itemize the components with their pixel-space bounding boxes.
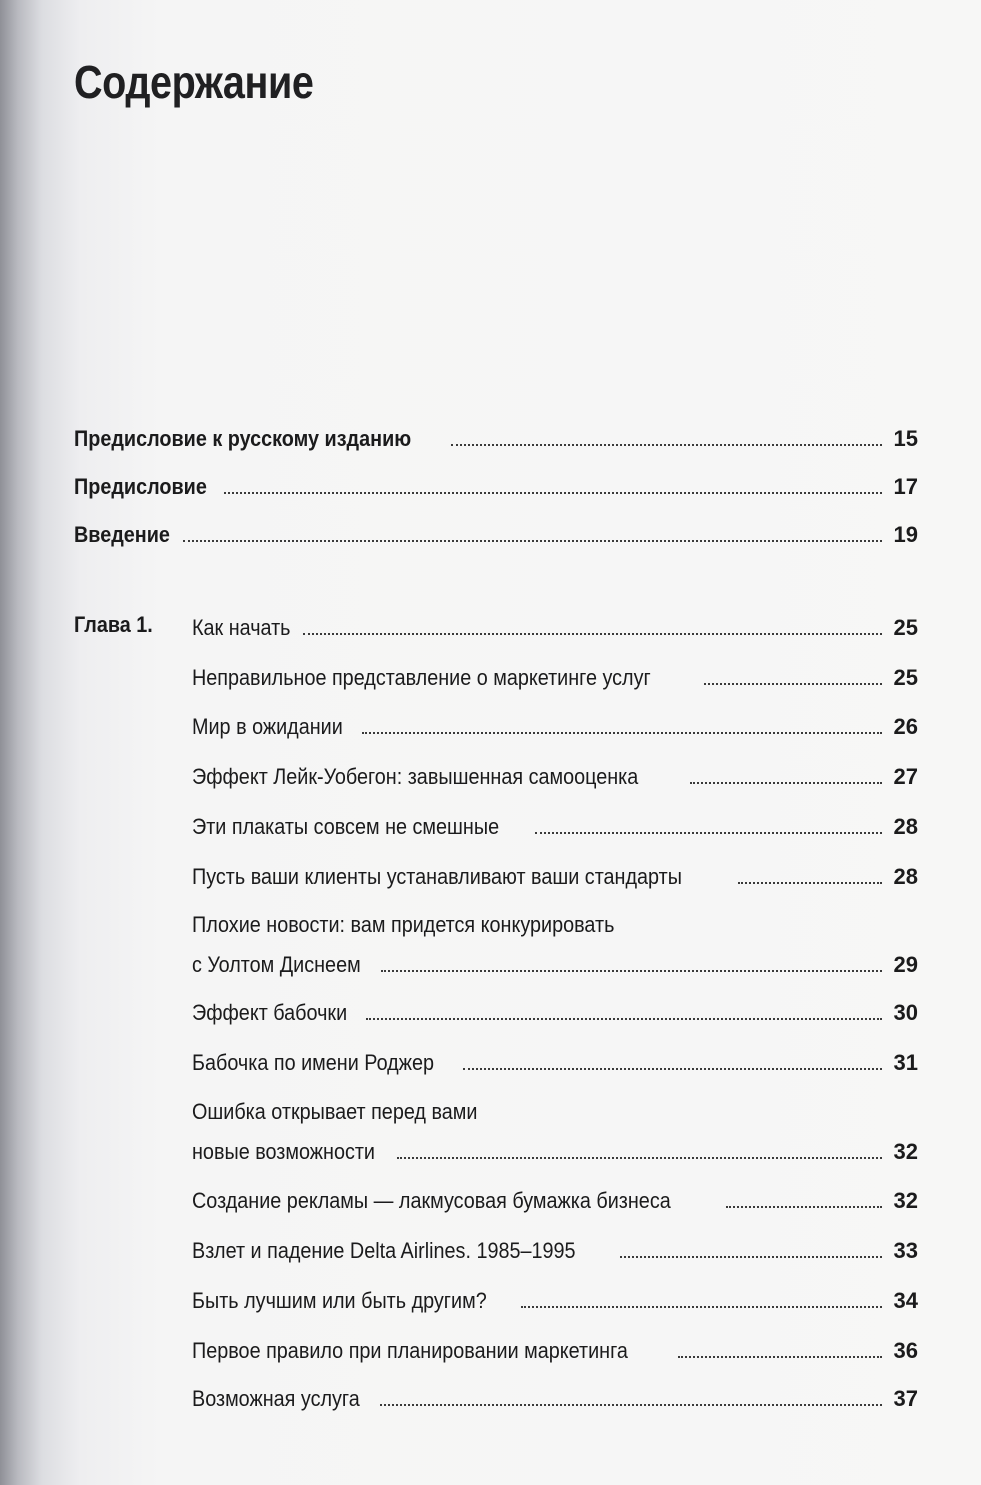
toc-entry-label: Эти плакаты совсем не смешные: [192, 814, 500, 839]
dot-leader: [303, 633, 882, 635]
toc-entry-section[interactable]: [192, 952, 918, 978]
dot-leader: [397, 1157, 882, 1159]
toc-page-number: 26: [893, 714, 918, 739]
toc-entry-label: Бабочка по имени Роджер: [192, 1050, 435, 1075]
dot-leader: [380, 1404, 882, 1406]
toc-entry-foreword[interactable]: [74, 474, 918, 500]
dot-leader: [738, 882, 882, 884]
toc-entry-section[interactable]: [192, 814, 918, 840]
toc-entry-section[interactable]: [192, 1139, 918, 1165]
toc-entry-chapter1-title[interactable]: [192, 615, 918, 641]
toc-entry-label: Эффект бабочки: [192, 1000, 348, 1025]
toc-entry-section[interactable]: [192, 665, 918, 691]
toc-entry-label: с Уолтом Диснеем: [192, 952, 361, 977]
toc-entry-section[interactable]: [192, 1238, 918, 1264]
toc-entry-label: Быть лучшим или быть другим?: [192, 1288, 487, 1313]
toc-page-number: 32: [893, 1139, 918, 1164]
toc-entry-section[interactable]: [192, 1050, 918, 1076]
toc-entry-first-line: Ошибка открывает перед вами: [192, 1099, 478, 1124]
toc-entry-label: Первое правило при планировании маркетинга: [192, 1338, 628, 1363]
toc-page-number: 31: [893, 1050, 918, 1075]
dot-leader: [678, 1356, 882, 1358]
toc-page-number: 25: [893, 615, 918, 640]
toc-entry-section[interactable]: [192, 764, 918, 790]
toc-entry-label: Создание рекламы — лакмусовая бумажка бизнеса: [192, 1188, 671, 1213]
toc-entry-section[interactable]: [192, 1386, 918, 1412]
toc-entry-first-line: Плохие новости: вам придется конкурировать: [192, 912, 615, 937]
toc-entry-label: Введение: [74, 522, 170, 547]
toc-entry-label: Предисловие: [74, 474, 207, 499]
page-title: Содержание: [74, 56, 314, 108]
toc-page-number: 34: [893, 1288, 918, 1313]
dot-leader: [704, 683, 882, 685]
dot-leader: [381, 970, 882, 972]
toc-page-number: 32: [893, 1188, 918, 1213]
dot-leader: [362, 732, 882, 734]
toc-page-number: 27: [893, 764, 918, 789]
dot-leader: [366, 1018, 882, 1020]
toc-page-number: 19: [893, 522, 918, 547]
toc-entry-label: Пусть ваши клиенты устанавливают ваши стандарты: [192, 864, 682, 889]
dot-leader: [451, 444, 882, 446]
toc-entry-label: Неправильное представление о маркетинге услуг: [192, 665, 651, 690]
toc-page-number: 37: [893, 1386, 918, 1411]
toc-entry-section[interactable]: [192, 1338, 918, 1364]
dot-leader: [690, 782, 882, 784]
toc-entry-label: Возможная услуга: [192, 1386, 360, 1411]
dot-leader: [463, 1068, 882, 1070]
toc-page-number: 28: [893, 864, 918, 889]
toc-page-number: 36: [893, 1338, 918, 1363]
toc-page-number: 17: [893, 474, 918, 499]
dot-leader: [183, 540, 882, 542]
toc-entry-section[interactable]: [192, 714, 918, 740]
toc-page-number: 28: [893, 814, 918, 839]
toc-entry-section[interactable]: [192, 1188, 918, 1214]
toc-entry-label: Предисловие к русскому изданию: [74, 426, 412, 451]
dot-leader: [224, 492, 882, 494]
toc-page-number: 33: [893, 1238, 918, 1263]
toc-entry-label: Как начать: [192, 615, 291, 640]
toc-entry-section[interactable]: [192, 1288, 918, 1314]
toc-entry-label: Мир в ожидании: [192, 714, 343, 739]
toc-entry-section[interactable]: [192, 1000, 918, 1026]
toc-entry-section[interactable]: [192, 864, 918, 890]
dot-leader: [726, 1206, 882, 1208]
toc-page-number: 15: [893, 426, 918, 451]
toc-entry-label: новые возможности: [192, 1139, 375, 1164]
chapter-label: Глава 1.: [74, 612, 153, 637]
dot-leader: [521, 1306, 882, 1308]
toc-entry-label: Взлет и падение Delta Airlines. 1985–1995: [192, 1238, 576, 1263]
dot-leader: [535, 832, 882, 834]
toc-page-number: 29: [893, 952, 918, 977]
toc-page-number: 30: [893, 1000, 918, 1025]
toc-entry-introduction[interactable]: [74, 522, 918, 548]
toc-page-number: 25: [893, 665, 918, 690]
toc-entry-label: Эффект Лейк-Уобегон: завышенная самооценка: [192, 764, 639, 789]
dot-leader: [620, 1256, 882, 1258]
toc-entry-foreword-russian[interactable]: [74, 426, 918, 452]
